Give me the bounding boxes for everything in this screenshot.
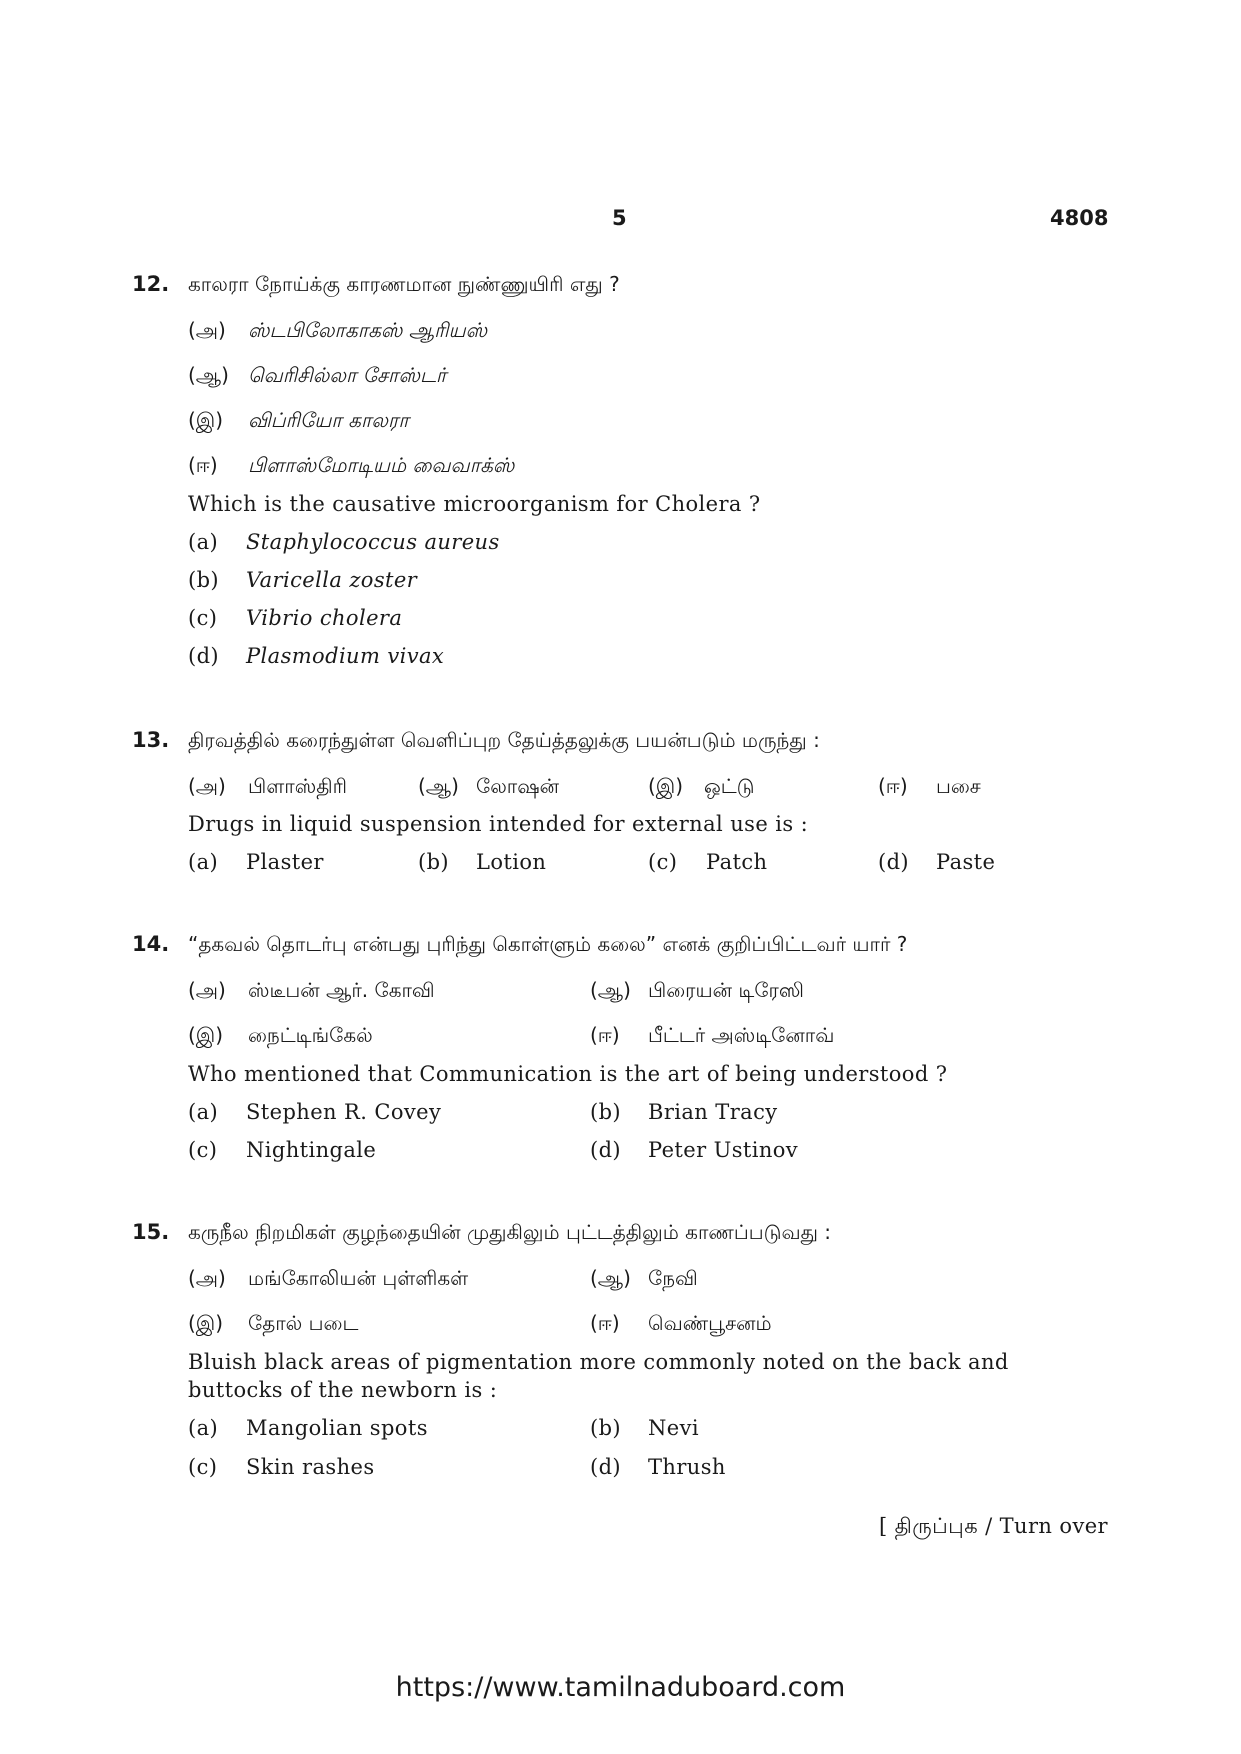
option-label: (ஈ)	[590, 1023, 620, 1047]
option-text-tamil: வெரிசில்லா சோஸ்டர்	[248, 363, 447, 387]
option-label: (b)	[188, 568, 220, 592]
option-label: (a)	[188, 1416, 219, 1440]
option-text-tamil: ஒட்டு	[704, 774, 755, 798]
option-text-english: Skin rashes	[246, 1455, 375, 1479]
option-label: (d)	[590, 1138, 622, 1162]
question-text-english: Which is the causative microorganism for Cholera ?	[188, 492, 761, 516]
option-text-english: Thrush	[648, 1455, 726, 1479]
option-text-tamil: மங்கோலியன் புள்ளிகள்	[248, 1266, 469, 1290]
option-text-english: Stephen R. Covey	[246, 1100, 442, 1124]
option-label: (ஈ)	[188, 453, 218, 477]
option-text-tamil: நைட்டிங்கேல்	[248, 1023, 373, 1047]
option-text-tamil: ஸ்டபிலோகாகஸ் ஆரியஸ்	[248, 318, 488, 342]
option-text-tamil: பிரையன் டிரேஸி	[648, 978, 804, 1002]
option-text-tamil: லோஷன்	[476, 774, 560, 798]
option-label: (d)	[878, 850, 910, 874]
option-text-tamil: ஸ்டீபன் ஆர். கோவி	[248, 978, 435, 1002]
question-text-tamil: கருநீல நிறமிகள் குழந்தையின் முதுகிலும் புட்டத்திலும் காணப்படுவது :	[188, 1220, 832, 1244]
question-text-english-continued: buttocks of the newborn is :	[188, 1378, 498, 1402]
question-number: 12.	[132, 272, 170, 296]
option-text-tamil: விப்ரியோ காலரா	[248, 408, 409, 432]
option-text-english: Mangolian spots	[246, 1416, 428, 1440]
option-label: (இ)	[188, 1023, 224, 1047]
option-label: (ஆ)	[188, 363, 229, 387]
option-label: (ஆ)	[590, 978, 631, 1002]
paper-code: 4808	[1050, 206, 1109, 230]
option-label: (அ)	[188, 774, 226, 798]
question-text-tamil: “தகவல் தொடர்பு என்பது புரிந்து கொள்ளும் கலை” எனக் குறிப்பிட்டவர் யார் ?	[188, 932, 908, 956]
option-text-english: Staphylococcus aureus	[246, 530, 500, 554]
option-text-tamil: பிளாஸ்திரி	[248, 774, 348, 798]
option-label: (ஈ)	[878, 774, 908, 798]
option-label: (c)	[188, 1138, 218, 1162]
option-label: (இ)	[648, 774, 684, 798]
option-text-tamil: நேவி	[648, 1266, 698, 1290]
question-text-english: Who mentioned that Communication is the art of being understood ?	[188, 1062, 948, 1086]
question-number: 14.	[132, 932, 170, 956]
option-text-tamil: பீட்டர் அஸ்டினோவ்	[648, 1023, 835, 1047]
question-number: 15.	[132, 1220, 170, 1244]
option-text-english: Vibrio cholera	[246, 606, 403, 630]
option-label: (c)	[188, 1455, 218, 1479]
option-text-tamil: வெண்பூசனம்	[648, 1311, 772, 1335]
option-text-english: Varicella zoster	[246, 568, 418, 592]
option-label: (d)	[188, 644, 220, 668]
question-number: 13.	[132, 728, 170, 752]
option-label: (அ)	[188, 318, 226, 342]
option-text-english: Plaster	[246, 850, 324, 874]
option-text-english: Nightingale	[246, 1138, 377, 1162]
option-text-english: Paste	[936, 850, 996, 874]
option-text-english: Patch	[706, 850, 768, 874]
option-label: (ஈ)	[590, 1311, 620, 1335]
option-label: (அ)	[188, 1266, 226, 1290]
question-text-tamil: திரவத்தில் கரைந்துள்ள வெளிப்புற தேய்த்தலுக்கு பயன்படும் மருந்து :	[188, 728, 820, 752]
option-text-english: Brian Tracy	[648, 1100, 778, 1124]
footer-url[interactable]: https://www.tamilnaduboard.com	[395, 1672, 846, 1703]
option-label: (d)	[590, 1455, 622, 1479]
option-label: (b)	[590, 1100, 622, 1124]
option-text-english: Plasmodium vivax	[246, 644, 445, 668]
option-label: (இ)	[188, 1311, 224, 1335]
option-label: (ஆ)	[418, 774, 459, 798]
turn-over-note: [ திருப்புக / Turn over	[879, 1514, 1108, 1538]
option-label: (c)	[188, 606, 218, 630]
question-text-tamil: காலரா நோய்க்கு காரணமான நுண்ணுயிரி எது ?	[188, 272, 620, 296]
option-label: (அ)	[188, 978, 226, 1002]
option-text-tamil: பிளாஸ்மோடியம் வைவாக்ஸ்	[248, 453, 515, 477]
option-text-tamil: தோல் படை	[248, 1311, 359, 1335]
question-text-english: Drugs in liquid suspension intended for external use is :	[188, 812, 809, 836]
page-number: 5	[612, 206, 627, 230]
option-text-english: Peter Ustinov	[648, 1138, 799, 1162]
option-label: (a)	[188, 530, 219, 554]
option-text-english: Nevi	[648, 1416, 699, 1440]
option-label: (ஆ)	[590, 1266, 631, 1290]
option-label: (b)	[590, 1416, 622, 1440]
option-label: (a)	[188, 1100, 219, 1124]
option-label: (இ)	[188, 408, 224, 432]
option-label: (a)	[188, 850, 219, 874]
option-text-english: Lotion	[476, 850, 547, 874]
option-label: (c)	[648, 850, 678, 874]
option-label: (b)	[418, 850, 450, 874]
question-text-english: Bluish black areas of pigmentation more commonly noted on the back and	[188, 1350, 1009, 1374]
option-text-tamil: பசை	[936, 774, 981, 798]
